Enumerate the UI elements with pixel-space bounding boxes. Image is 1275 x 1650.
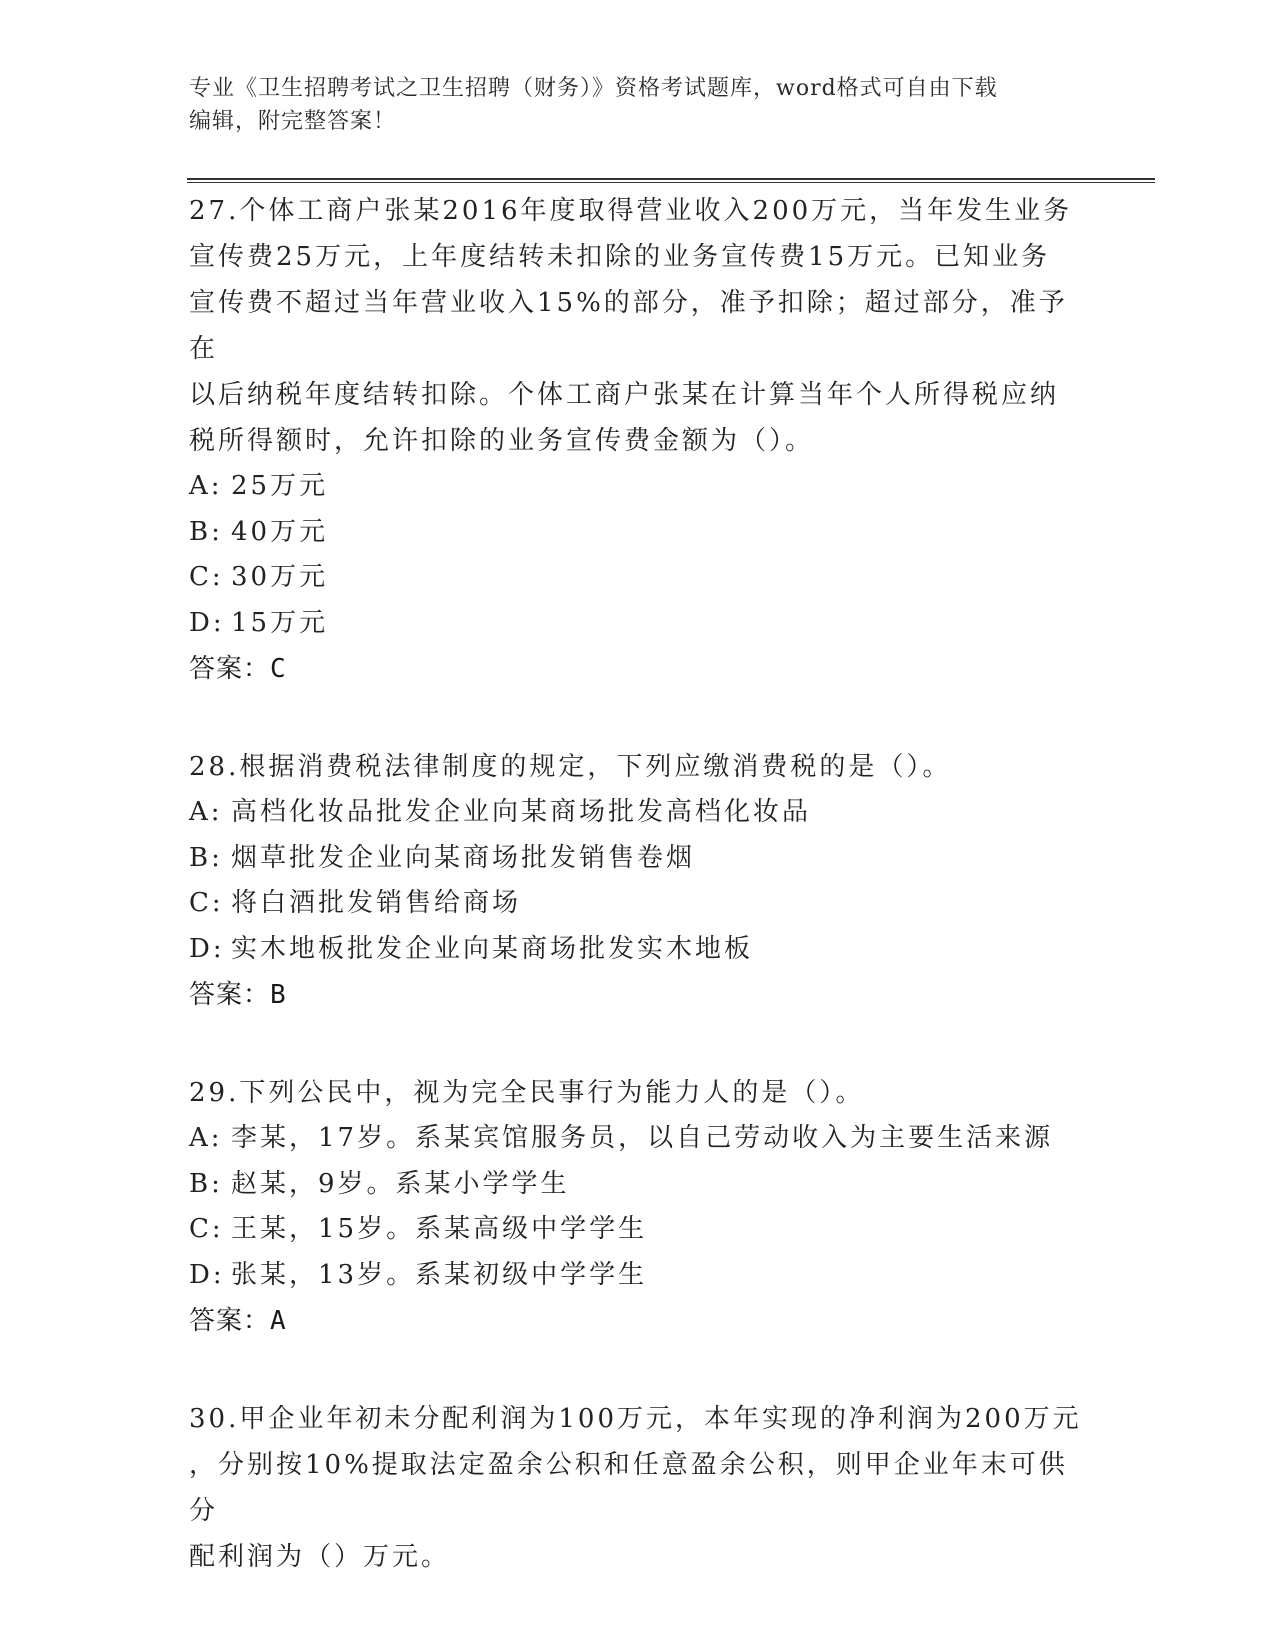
question-list (189, 188, 1089, 1632)
header-line-2: 编辑，附完整答案！ (189, 109, 397, 134)
header-line-1: 专业《卫生招聘考试之卫生招聘（财务）》资格考试题库，word格式可自由下载 (189, 76, 998, 101)
question-block (189, 188, 1089, 692)
question-number: 27. (189, 196, 240, 226)
option-letter: D: (189, 1259, 225, 1290)
answer-option (189, 510, 1089, 556)
option-letter: A: (189, 471, 223, 501)
option-letter: B: (189, 842, 223, 873)
answer-value: B (270, 980, 287, 1010)
question-stem-line (189, 234, 1089, 280)
question-block (189, 744, 1089, 1018)
option-text: 高档化妆品批发企业向某商场批发高档化妆品 (231, 797, 812, 827)
question-stem-first-line (189, 188, 1089, 234)
answer-option (189, 836, 1089, 882)
option-text: 实木地板批发企业向某商场批发实木地板 (231, 933, 754, 964)
question-stem-first-line (189, 1070, 1089, 1116)
answer-label: 答案： (189, 654, 271, 684)
answer-option (189, 1253, 1089, 1299)
answer-label: 答案： (189, 980, 271, 1010)
answer-line (189, 1298, 1089, 1344)
answer-option (189, 1116, 1089, 1162)
option-text: 30万元 (231, 562, 329, 592)
question-number: 29. (189, 1078, 240, 1108)
question-stem-text: 配利润为（）万元。 (189, 1542, 451, 1572)
question-number: 28. (189, 752, 240, 782)
option-text: 25万元 (231, 471, 329, 501)
question-stem-line (189, 372, 1089, 418)
answer-option (189, 881, 1089, 927)
answer-value: C (270, 654, 287, 684)
option-letter: B: (189, 1168, 223, 1199)
question-stem-first-line (189, 744, 1089, 790)
question-stem-text: 宣传费不超过当年营业收入15%的部分，准予扣除；超过部分，准予在 (189, 288, 1068, 364)
option-letter: A: (189, 1123, 223, 1153)
option-text: 烟草批发企业向某商场批发销售卷烟 (231, 842, 696, 873)
question-stem-line (189, 1534, 1089, 1580)
option-letter: A: (189, 797, 223, 827)
option-text: 赵某，9岁。系某小学学生 (231, 1168, 570, 1199)
option-text: 李某，17岁。系某宾馆服务员，以自己劳动收入为主要生活来源 (231, 1123, 1054, 1153)
option-text: 40万元 (231, 516, 329, 547)
option-text: 王某，15岁。系某高级中学学生 (231, 1214, 648, 1244)
answer-option (189, 1162, 1089, 1208)
question-stem-text: 以后纳税年度结转扣除。个体工商户张某在计算当年个人所得税应纳 (189, 380, 1060, 410)
answer-line (189, 972, 1089, 1018)
question-stem-line (189, 1442, 1089, 1534)
question-stem-first-line (189, 1396, 1089, 1442)
question-number: 30. (189, 1404, 240, 1434)
question-block (189, 1396, 1089, 1580)
answer-option (189, 927, 1089, 973)
answer-option (189, 1207, 1089, 1253)
question-stem-line (189, 280, 1089, 372)
answer-option (189, 601, 1089, 647)
question-stem-text: 甲企业年初未分配利润为100万元，本年实现的净利润为200万元 (239, 1404, 1082, 1434)
question-stem-text: 宣传费25万元，上年度结转未扣除的业务宣传费15万元。已知业务 (189, 242, 1051, 272)
option-letter: D: (189, 933, 225, 964)
answer-label: 答案： (189, 1306, 271, 1336)
question-block (189, 1070, 1089, 1344)
option-letter: C: (189, 1214, 224, 1244)
option-letter: B: (189, 516, 223, 547)
answer-value: A (270, 1306, 287, 1336)
option-text: 将白酒批发销售给商场 (231, 888, 522, 918)
option-letter: D: (189, 607, 225, 638)
page-header (189, 72, 1069, 138)
question-stem-text: 个体工商户张某2016年度取得营业收入200万元，当年发生业务 (239, 196, 1073, 226)
answer-option (189, 790, 1089, 836)
question-stem-text: ，分别按10%提取法定盈余公积和任意盈余公积，则甲企业年末可供分 (189, 1450, 1068, 1526)
option-letter: C: (189, 888, 224, 918)
header-divider (187, 178, 1155, 183)
option-letter: C: (189, 562, 224, 592)
question-stem-text: 税所得额时，允许扣除的业务宣传费金额为（）。 (189, 426, 815, 456)
question-stem-line (189, 418, 1089, 464)
option-text: 15万元 (231, 607, 329, 638)
answer-option (189, 555, 1089, 601)
answer-option (189, 464, 1089, 510)
question-stem-text: 根据消费税法律制度的规定，下列应缴消费税的是（）。 (239, 752, 952, 782)
question-stem-text: 下列公民中，视为完全民事行为能力人的是（）。 (239, 1078, 865, 1108)
option-text: 张某，13岁。系某初级中学学生 (231, 1259, 648, 1290)
answer-line (189, 646, 1089, 692)
